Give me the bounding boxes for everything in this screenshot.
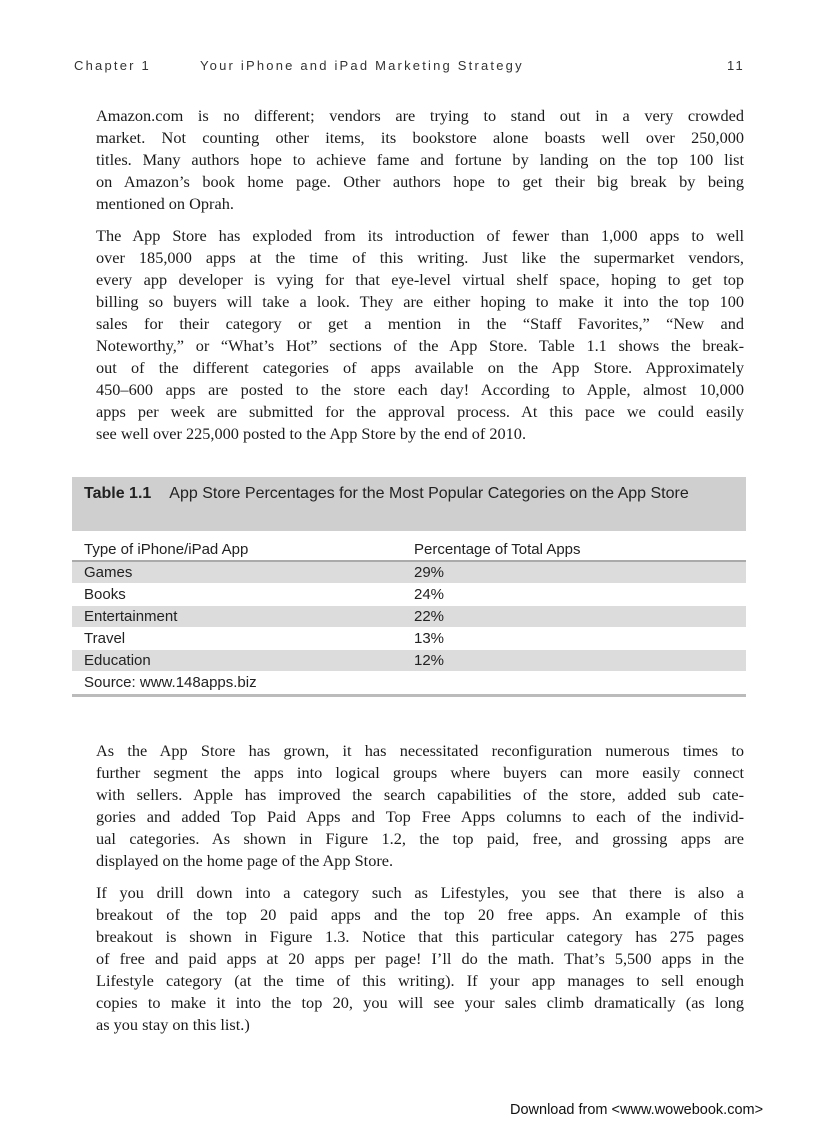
table-caption	[72, 477, 746, 531]
column-header: Percentage of Total Apps	[414, 541, 581, 558]
text-line: further segment the apps into logical groups where buyers can more easily connect	[96, 763, 744, 782]
paragraph	[96, 105, 744, 215]
text-line: market. Not counting other items, its bookstore alone boasts well over 250,000	[96, 128, 744, 147]
table-title: App Store Percentages for the Most Popular Categories on the App Store	[169, 485, 689, 502]
table-row	[72, 628, 746, 650]
download-footer: Download from <www.wowebook.com>	[510, 1102, 764, 1118]
text-line: The App Store has exploded from its introduction of fewer than 1,000 apps to well	[96, 226, 744, 245]
text-line: Amazon.com is no different; vendors are trying to stand out in a very crowded	[96, 106, 744, 125]
percentage-cell: 29%	[414, 564, 445, 581]
text-line: on Amazon’s book home page. Other authors hope to get their big break by being	[96, 172, 744, 191]
text-line: displayed on the home page of the App Store.	[96, 851, 394, 870]
text-line: every app developer is vying for that eye-level virtual shelf space, hoping to get top	[96, 270, 744, 289]
table-header-row	[72, 539, 746, 562]
percentage-cell: 13%	[414, 630, 445, 647]
category-cell: Travel	[84, 630, 126, 647]
text-line: out of the different categories of apps available on the App Store. Approximately	[96, 358, 744, 377]
text-line: apps per week are submitted for the approval process. At this pace we could easily	[96, 402, 744, 421]
text-line: breakout is shown in Figure 1.3. Notice that this particular category has 275 pages	[96, 927, 744, 946]
data-table	[72, 477, 746, 697]
percentage-cell: 24%	[414, 586, 445, 603]
text-line: Noteworthy,” or “What’s Hot” sections of the App Store. Table 1.1 shows the break-	[96, 336, 744, 355]
table-row	[72, 606, 746, 628]
text-line: of free and paid apps at 20 apps per page! I’ll do the math. That’s 5,500 apps in the	[96, 949, 744, 968]
paragraph	[96, 882, 744, 1036]
text-line: with sellers. Apple has improved the search capabilities of the store, added sub cate-	[96, 785, 744, 804]
text-line: over 185,000 apps at the time of this writing. Just like the supermarket vendors,	[96, 248, 744, 267]
paragraph	[96, 740, 744, 872]
text-line: as you stay on this list.)	[96, 1015, 250, 1034]
running-header-title: Your iPhone and iPad Marketing Strategy	[200, 58, 524, 73]
running-header-chapter: Chapter 1	[74, 58, 151, 73]
page-number: 11	[727, 58, 745, 73]
table-label: Table 1.1	[84, 485, 152, 502]
table-row	[72, 562, 746, 584]
category-cell: Games	[84, 564, 133, 581]
text-line: titles. Many authors hope to achieve fame and fortune by landing on the top 100 list	[96, 150, 744, 169]
paragraph	[96, 225, 744, 445]
category-cell: Books	[84, 586, 126, 603]
text-line: gories and added Top Paid Apps and Top Free Apps columns to each of the individ-	[96, 807, 744, 826]
category-cell: Education	[84, 652, 151, 669]
text-line: sales for their category or get a mention in the “Staff Favorites,” “New and	[96, 314, 744, 333]
text-line: As the App Store has grown, it has necessitated reconfiguration numerous times to	[96, 741, 744, 760]
category-cell: Entertainment	[84, 608, 178, 625]
text-line: breakout of the top 20 paid apps and the top 20 free apps. An example of this	[96, 905, 744, 924]
table-row	[72, 584, 746, 606]
text-line: see well over 225,000 posted to the App Store by the end of 2010.	[96, 424, 527, 443]
text-line: mentioned on Oprah.	[96, 194, 234, 213]
percentage-cell: 12%	[414, 652, 445, 669]
column-header: Type of iPhone/iPad App	[84, 541, 249, 558]
table-source: Source: www.148apps.biz	[72, 672, 746, 697]
text-line: copies to make it into the top 20, you will see your sales climb dramatically (as long	[96, 993, 744, 1012]
text-line: Lifestyle category (at the time of this writing). If your app manages to sell enough	[96, 971, 744, 990]
percentage-cell: 22%	[414, 608, 445, 625]
text-line: If you drill down into a category such as Lifestyles, you see that there is also a	[96, 883, 744, 902]
text-line: billing so buyers will take a look. They are either hoping to make it into the top 100	[96, 292, 744, 311]
text-line: ual categories. As shown in Figure 1.2, the top paid, free, and grossing apps are	[96, 829, 744, 848]
text-line: 450–600 apps are posted to the store each day! According to Apple, almost 10,000	[96, 380, 744, 399]
table-row	[72, 650, 746, 672]
